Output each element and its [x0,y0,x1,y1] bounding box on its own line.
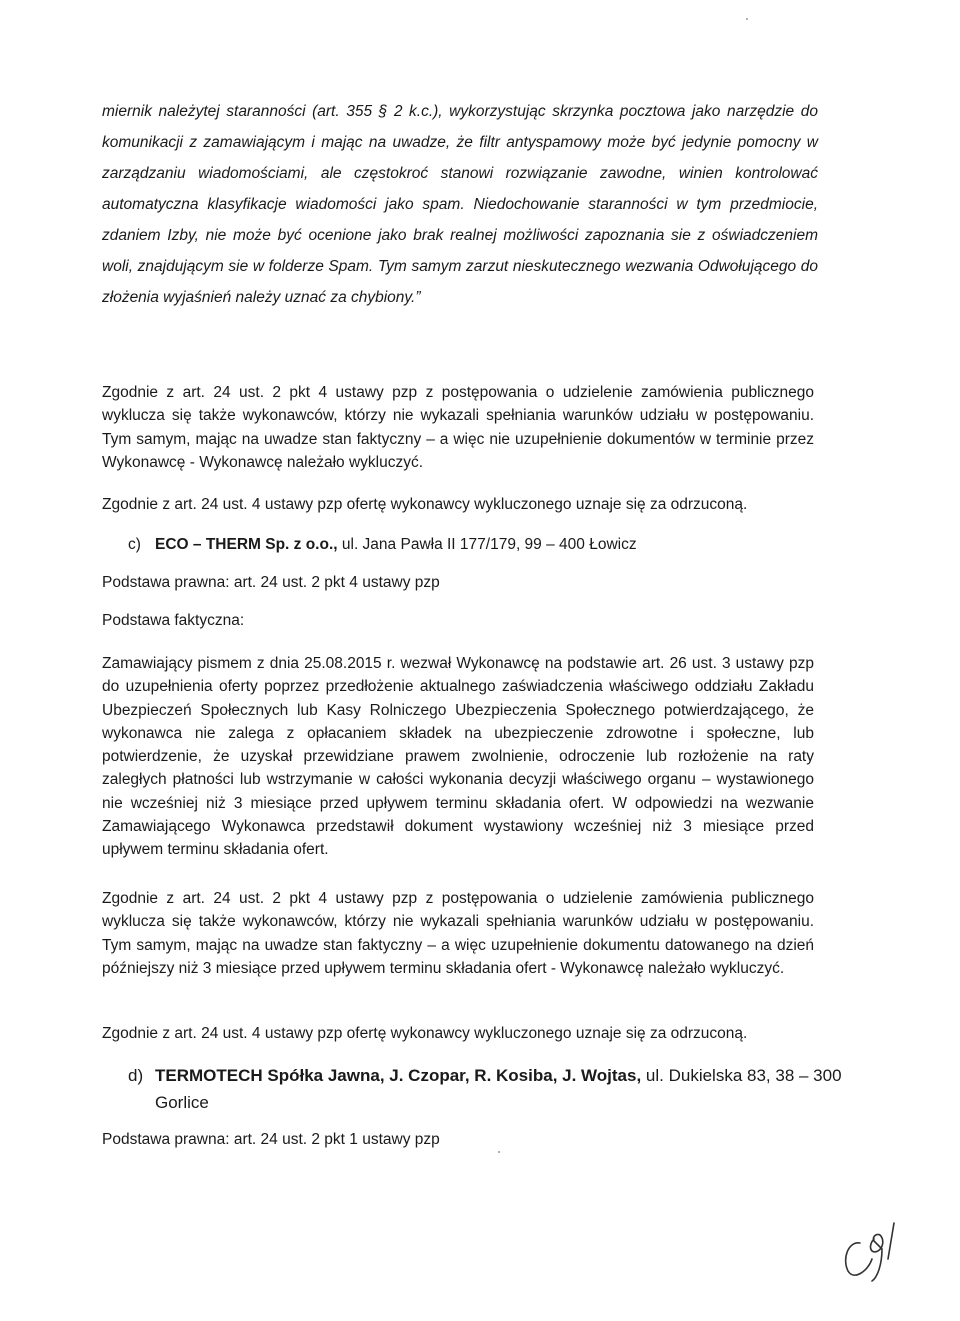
item-c [128,536,637,554]
item-d-label: d) [128,1066,144,1085]
scan-speck [498,1151,500,1153]
legal-basis-c: Podstawa prawna: art. 24 ust. 2 pkt 4 ustawy pzp [102,574,440,591]
scan-speck [746,18,748,20]
paragraph-rejection-1: Zgodnie z art. 24 ust. 4 ustawy pzp ofertę wykonawcy wykluczonego uznaje się za odrzuconą. [102,496,748,513]
factual-basis-c: Podstawa faktyczna: [102,612,245,629]
item-c-address: ul. Jana Pawła II 177/179, 99 – 400 Łowicz [337,536,637,553]
paragraph-exclusion-1: Zgodnie z art. 24 ust. 2 pkt 4 ustawy pzp z postępowania o udzielenie zamówienia publicznego wyklucza się także wykonawców, którzy nie wykazali spełniania warunków udziału w postępowaniu. Tym samym, mając na uwadze stan faktyczny – a więc nie uzupełnienie dokumentów w terminie przez Wykonawcę - Wykonawcę należało wykluczyć. [102,384,814,471]
item-d [128,1062,842,1116]
item-c-company: ECO – THERM Sp. z o.o., [155,536,338,553]
paragraph-exclusion-2: Zgodnie z art. 24 ust. 2 pkt 4 ustawy pzp z postępowania o udzielenie zamówienia publicznego wyklucza się także wykonawców, którzy nie wykazali spełniania warunków udziału w postępowaniu. Tym samym, mając na uwadze stan faktyczny – a więc uzupełnienie dokumentu datowanego na dzień późniejszy niż 3 miesiące przed upływem terminu składania ofert - Wykonawcę należało wykluczyć. [102,890,814,977]
item-c-label: c) [128,536,141,553]
quoted-ruling: miernik należytej staranności (art. 355 § 2 k.c.), wykorzystując skrzynka pocztowa jako narzędzie do komunikacji z zamawiającym i mając na uwadze, że filtr antyspamowy może być jedynie pomocny w zarządzaniu wiadomościami, ale częstokroć stanowi rozwiązanie zawodne, winien kontrolować automatyczna klasyfikacje wiadomości jako spam. Niedochowanie staranności w tym przedmiocie, zdaniem Izby, nie może być ocenione jako brak realnej możliwości zapoznania sie z oświadczeniem woli, znajdującym sie w folderze Spam. Tym samym zarzut nieskutecznego wezwania Odwołującego do złożenia wyjaśnień należy uznać za chybiony.” [102,103,818,306]
item-d-company: TERMOTECH Spółka Jawna, J. Czopar, R. Kosiba, J. Wojtas, [155,1066,642,1085]
legal-basis-d: Podstawa prawna: art. 24 ust. 2 pkt 1 ustawy pzp [102,1131,440,1148]
paragraph-rejection-2: Zgodnie z art. 24 ust. 4 ustawy pzp ofertę wykonawcy wykluczonego uznaje się za odrzuconą. [102,1025,748,1042]
signature-initials [838,1215,918,1285]
item-d-city: Gorlice [155,1093,209,1112]
paragraph-facts-c: Zamawiający pismem z dnia 25.08.2015 r. wezwał Wykonawcę na podstawie art. 26 ust. 3 ustawy pzp do uzupełnienia oferty poprzez przedłożenie aktualnego zaświadczenia właściwego oddziału Zakładu Ubezpieczeń Społecznych lub Kasy Rolniczego Ubezpieczenia Społecznego potwierdzającego, że wykonawca nie zalega z opłacaniem składek na ubezpieczenie zdrowotne i społeczne, lub potwierdzenie, że uzyskał przewidziane prawem zwolnienie, odroczenie lub rozłożenie na raty zaległych płatności lub wstrzymanie w całości wykonania decyzji właściwego organu – wystawionego nie wcześniej niż 3 miesiące przed upływem terminu składania ofert. W odpowiedzi na wezwanie Zamawiającego Wykonawca przedstawił dokument wystawiony wcześniej niż 3 miesiące przed upływem terminu składania ofert. [102,655,814,859]
item-d-address: ul. Dukielska 83, 38 – 300 [641,1066,842,1085]
